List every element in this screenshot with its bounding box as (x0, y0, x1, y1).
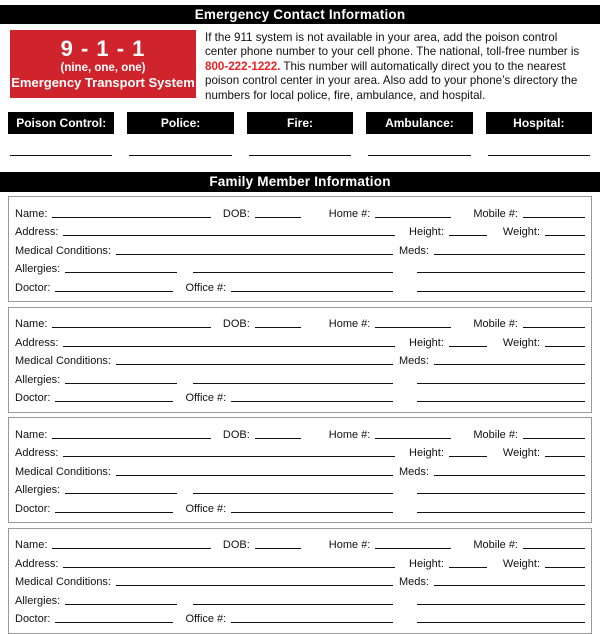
field-label-height: Height: (409, 336, 444, 349)
field-line-office (231, 290, 393, 292)
field-line-medical-conditions (116, 253, 393, 255)
field-line-dob (255, 326, 301, 328)
field-line-height (449, 455, 487, 457)
field-label-home: Home #: (328, 207, 371, 220)
family-member-card (8, 417, 592, 523)
emergency-911-badge (10, 30, 196, 98)
field-line-allergies-cont (193, 603, 393, 605)
fill-line-poison-control (10, 154, 112, 156)
badge-911-label: Emergency Transport System (11, 75, 195, 90)
field-line-address (63, 455, 395, 457)
field-line-meds-cont-1 (417, 382, 585, 384)
field-line-meds-cont-2 (417, 290, 585, 292)
badge-911-phonetic: (nine, one, one) (60, 62, 146, 74)
member-row-name (15, 423, 585, 442)
contact-label-ambulance: Ambulance: (366, 112, 472, 134)
member-row-medical (15, 350, 585, 369)
field-line-mobile (523, 326, 585, 328)
badge-911-number: 9 - 1 - 1 (60, 36, 146, 61)
intro-paragraph (196, 30, 592, 102)
field-line-doctor (55, 290, 173, 292)
member-row-name (15, 534, 585, 553)
field-line-doctor (55, 511, 173, 513)
field-label-name: Name: (15, 318, 48, 331)
member-row-name (15, 202, 585, 221)
contact-label-hospital: Hospital: (486, 112, 592, 134)
field-line-meds-cont-1 (417, 603, 585, 605)
field-label-dob: DOB: (222, 428, 250, 441)
field-line-meds (434, 253, 585, 255)
field-label-weight: Weight: (502, 336, 540, 349)
field-line-weight (545, 234, 585, 236)
field-line-height (449, 566, 487, 568)
field-label-meds: Meds: (399, 465, 429, 478)
field-label-dob: DOB: (222, 318, 250, 331)
member-row-medical (15, 571, 585, 590)
field-line-dob (255, 216, 301, 218)
field-label-mobile: Mobile #: (473, 207, 518, 220)
field-line-weight (545, 566, 585, 568)
family-member-header: Family Member Information (0, 172, 600, 192)
field-label-meds: Meds: (399, 244, 429, 257)
field-line-medical-conditions (116, 584, 393, 586)
field-label-doctor: Doctor: (15, 281, 51, 294)
field-line-meds-cont-2 (417, 621, 585, 623)
field-label-office: Office #: (185, 281, 227, 294)
field-line-allergies (65, 271, 177, 273)
field-line-dob (255, 547, 301, 549)
member-row-name (15, 313, 585, 332)
field-label-medical-conditions: Medical Conditions: (15, 465, 111, 478)
field-line-home (375, 326, 451, 328)
field-label-height: Height: (409, 226, 444, 239)
field-line-name (52, 547, 210, 549)
field-line-doctor (55, 400, 173, 402)
family-member-card (8, 196, 592, 302)
fill-line-fire (249, 154, 351, 156)
member-row-address (15, 221, 585, 240)
member-row-doctor (15, 497, 585, 516)
field-line-height (449, 234, 487, 236)
field-label-name: Name: (15, 539, 48, 552)
member-row-address (15, 331, 585, 350)
fill-line-ambulance (368, 154, 470, 156)
field-line-home (375, 216, 451, 218)
member-row-allergies (15, 258, 585, 277)
member-row-medical (15, 460, 585, 479)
field-line-home (375, 437, 451, 439)
field-line-doctor (55, 621, 173, 623)
contact-label-poison-control: Poison Control: (8, 112, 114, 134)
field-label-meds: Meds: (399, 355, 429, 368)
field-label-dob: DOB: (222, 539, 250, 552)
field-line-weight (545, 455, 585, 457)
member-row-doctor (15, 387, 585, 406)
field-line-office (231, 400, 393, 402)
fill-line-police (129, 154, 231, 156)
field-label-allergies: Allergies: (15, 263, 61, 276)
field-label-home: Home #: (328, 539, 371, 552)
field-label-medical-conditions: Medical Conditions: (15, 576, 111, 589)
member-row-allergies (15, 479, 585, 498)
field-label-office: Office #: (185, 392, 227, 405)
poison-control-phone-number: 800-222-1222. (205, 59, 281, 73)
field-line-allergies (65, 603, 177, 605)
field-label-weight: Weight: (502, 447, 540, 460)
member-row-medical (15, 239, 585, 258)
member-row-doctor (15, 608, 585, 627)
field-label-weight: Weight: (502, 226, 540, 239)
emergency-contact-header: Emergency Contact Information (0, 5, 600, 24)
field-label-home: Home #: (328, 428, 371, 441)
field-label-allergies: Allergies: (15, 594, 61, 607)
field-label-mobile: Mobile #: (473, 539, 518, 552)
field-label-height: Height: (409, 557, 444, 570)
emergency-contact-labels (8, 112, 592, 134)
contact-label-fire: Fire: (247, 112, 353, 134)
field-label-name: Name: (15, 428, 48, 441)
member-row-allergies (15, 589, 585, 608)
field-line-mobile (523, 437, 585, 439)
member-row-address (15, 442, 585, 461)
field-line-allergies-cont (193, 271, 393, 273)
intro-text-before: If the 911 system is not available in your area, add the poison control center phone number to your cell phone. The national, toll-free number is (205, 31, 580, 59)
field-line-meds-cont-1 (417, 271, 585, 273)
field-line-medical-conditions (116, 363, 393, 365)
field-label-doctor: Doctor: (15, 613, 51, 626)
field-line-name (52, 216, 210, 218)
field-line-meds-cont-1 (417, 492, 585, 494)
field-line-allergies-cont (193, 382, 393, 384)
fill-line-hospital (488, 154, 590, 156)
member-row-doctor (15, 276, 585, 295)
field-label-doctor: Doctor: (15, 502, 51, 515)
field-line-meds (434, 474, 585, 476)
field-line-home (375, 547, 451, 549)
field-line-meds-cont-2 (417, 400, 585, 402)
contact-label-police: Police: (127, 112, 233, 134)
field-line-address (63, 234, 395, 236)
field-line-dob (255, 437, 301, 439)
field-label-allergies: Allergies: (15, 373, 61, 386)
field-line-name (52, 437, 210, 439)
field-label-medical-conditions: Medical Conditions: (15, 355, 111, 368)
member-row-address (15, 552, 585, 571)
field-line-allergies (65, 492, 177, 494)
field-label-allergies: Allergies: (15, 484, 61, 497)
member-row-allergies (15, 368, 585, 387)
emergency-contact-fill-lines (10, 154, 590, 156)
field-label-address: Address: (15, 447, 59, 460)
field-line-height (449, 345, 487, 347)
field-label-address: Address: (15, 226, 59, 239)
field-label-height: Height: (409, 447, 444, 460)
field-line-address (63, 345, 395, 347)
field-label-medical-conditions: Medical Conditions: (15, 244, 111, 257)
field-line-meds-cont-2 (417, 511, 585, 513)
field-line-mobile (523, 216, 585, 218)
family-member-card (8, 307, 592, 413)
intro-text-after: This number will automatically direct you to the nearest poison control center in your area. Also add to your phone’s directory the numbers for local police, fire, ambulance, and hospital. (205, 59, 578, 102)
field-label-home: Home #: (328, 318, 371, 331)
field-line-meds (434, 363, 585, 365)
field-label-office: Office #: (185, 502, 227, 515)
field-label-office: Office #: (185, 613, 227, 626)
field-line-meds (434, 584, 585, 586)
field-label-meds: Meds: (399, 576, 429, 589)
field-label-address: Address: (15, 557, 59, 570)
field-line-mobile (523, 547, 585, 549)
family-member-card (8, 528, 592, 634)
family-members (0, 192, 600, 634)
field-label-address: Address: (15, 336, 59, 349)
field-label-weight: Weight: (502, 557, 540, 570)
field-line-medical-conditions (116, 474, 393, 476)
field-line-allergies-cont (193, 492, 393, 494)
field-label-name: Name: (15, 207, 48, 220)
field-line-allergies (65, 382, 177, 384)
field-line-name (52, 326, 210, 328)
field-label-doctor: Doctor: (15, 392, 51, 405)
field-line-address (63, 566, 395, 568)
field-label-mobile: Mobile #: (473, 428, 518, 441)
field-line-weight (545, 345, 585, 347)
field-label-mobile: Mobile #: (473, 318, 518, 331)
field-line-office (231, 511, 393, 513)
intro-section (10, 30, 592, 102)
field-label-dob: DOB: (222, 207, 250, 220)
field-line-office (231, 621, 393, 623)
